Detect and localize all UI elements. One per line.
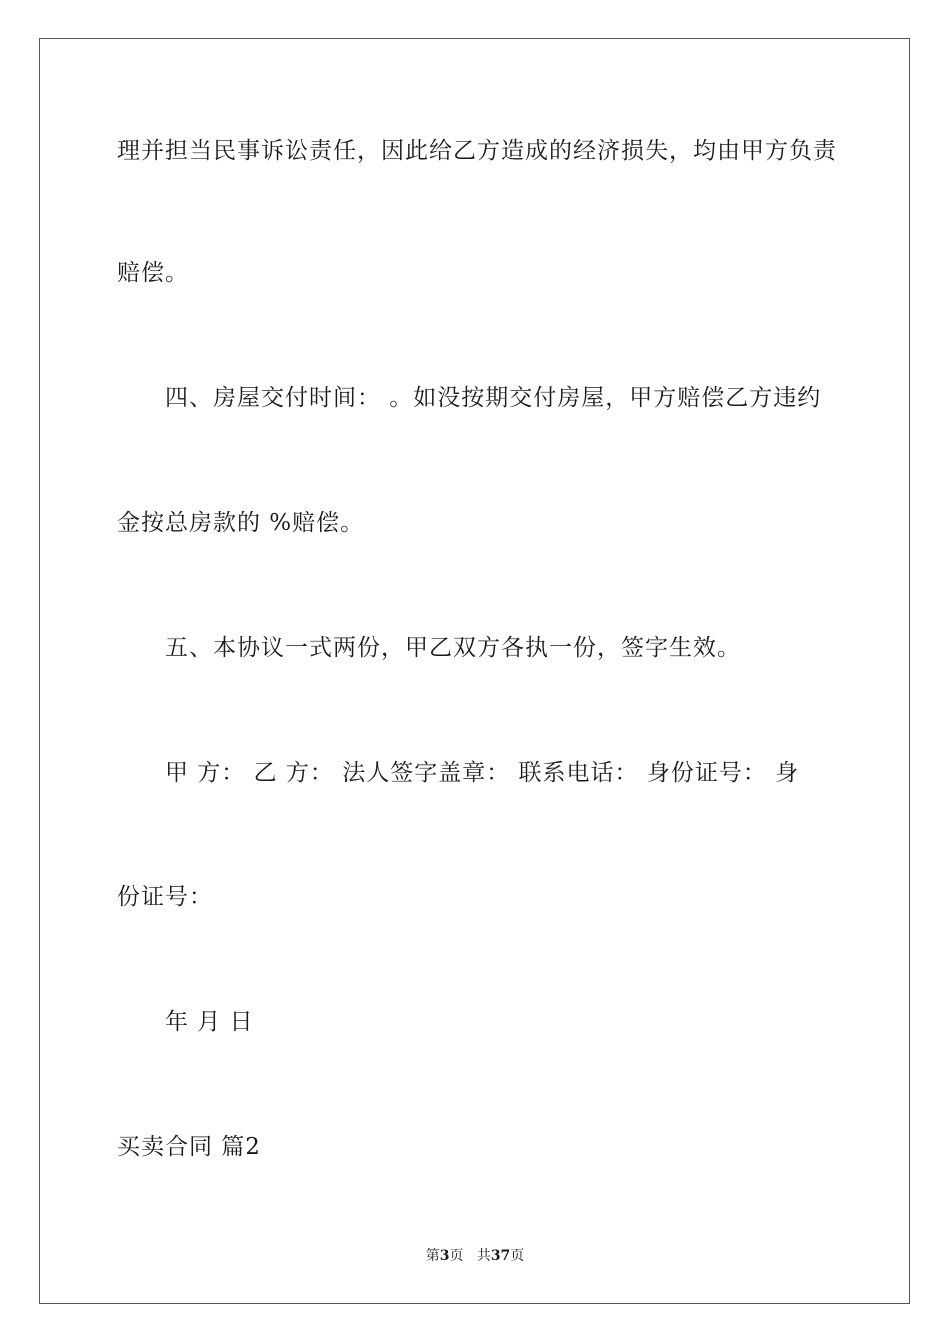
clause-four-line-1: 四、房屋交付时间： 。如没按期交付房屋，甲方赔偿乙方违约 bbox=[165, 385, 822, 411]
section-heading: 买卖合同 篇2 bbox=[117, 1134, 261, 1160]
paragraph-line-2: 赔偿。 bbox=[117, 260, 189, 286]
clause-four-line-2: 金按总房款的 %赔偿。 bbox=[117, 510, 365, 536]
page-prefix: 第 bbox=[425, 1248, 440, 1264]
clause-five: 五、本协议一式两份，甲乙双方各执一份，签字生效。 bbox=[165, 635, 741, 661]
page-suffix: 页 bbox=[449, 1248, 464, 1264]
total-prefix: 共 bbox=[476, 1248, 491, 1264]
total-pages: 37 bbox=[490, 1248, 511, 1264]
date-line: 年 月 日 bbox=[165, 1009, 254, 1035]
paragraph-line-1: 理并担当民事诉讼责任，因此给乙方造成的经济损失，均由甲方负责 bbox=[117, 138, 837, 164]
page-number: 3 bbox=[439, 1248, 450, 1264]
total-suffix: 页 bbox=[510, 1248, 525, 1264]
page-footer bbox=[0, 1247, 950, 1265]
signature-line-1: 甲 方： 乙 方： 法人签字盖章： 联系电话： 身份证号： 身 bbox=[165, 760, 800, 786]
page-border bbox=[39, 38, 910, 1304]
signature-line-2: 份证号： bbox=[117, 884, 213, 910]
